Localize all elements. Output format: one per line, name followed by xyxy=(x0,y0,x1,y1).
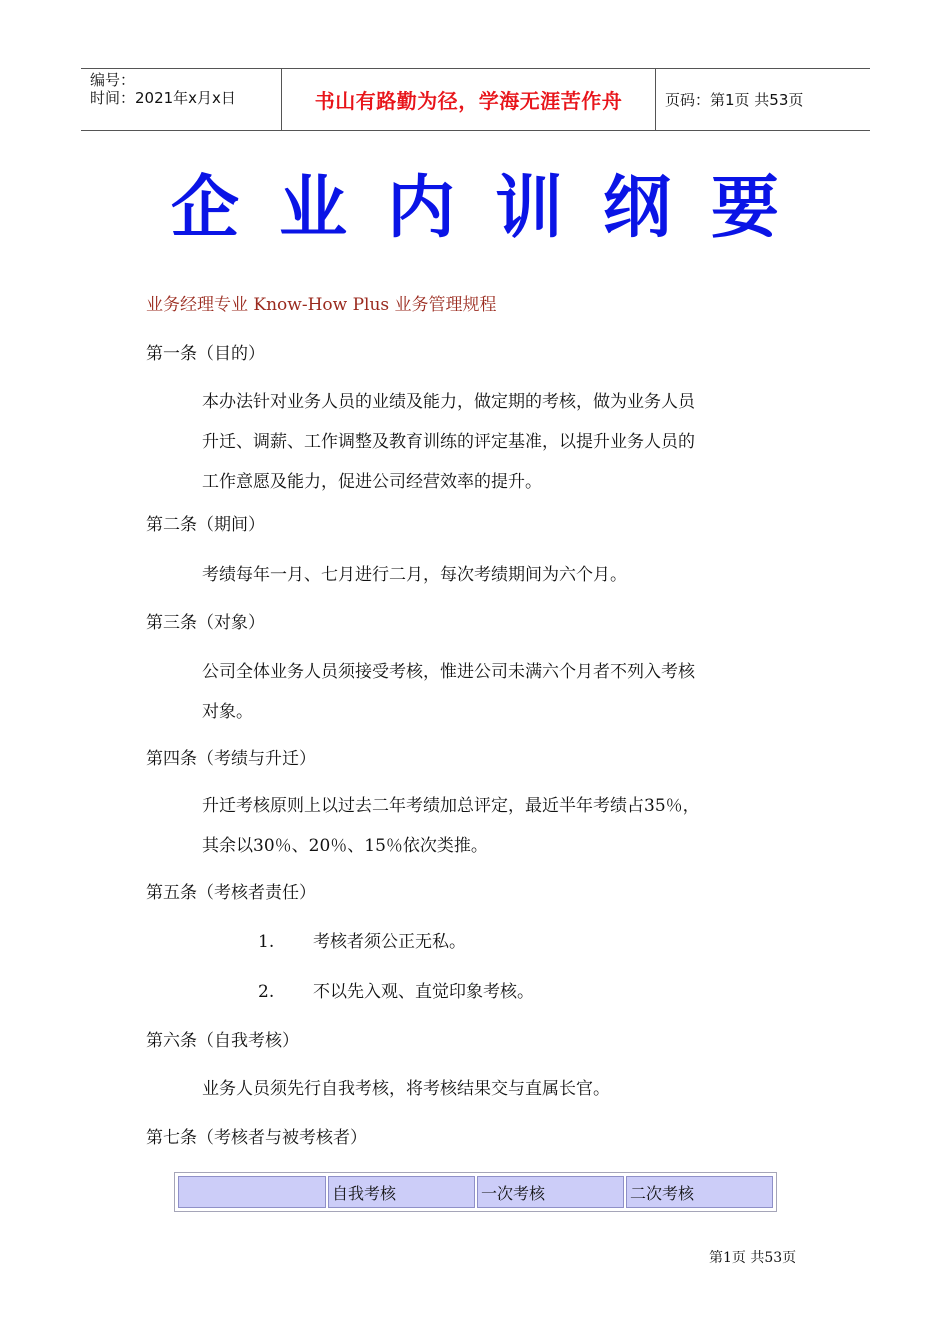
document-title: 企业内训纲要 xyxy=(170,168,819,248)
header-motto-cell xyxy=(282,69,656,130)
page-label: 页码：第1页 共53页 xyxy=(665,91,804,109)
body-line: 升迁考核原则上以过去二年考绩加总评定，最近半年考绩占35％， xyxy=(202,796,700,816)
body-line: 业务人员须先行自我考核，将考核结果交与直属长官。 xyxy=(202,1079,610,1099)
motto: 书山有路勤为径，学海无涯苦作舟 xyxy=(314,89,623,113)
header-page-cell xyxy=(656,69,870,130)
document-subtitle: 业务经理专业 Know-How Plus 业务管理规程 xyxy=(146,295,497,315)
body-line: 考绩每年一月、七月进行二月，每次考绩期间为六个月。 xyxy=(202,565,627,585)
article-heading: 第七条（考核者与被考核者） xyxy=(146,1128,367,1148)
body-line: 本办法针对业务人员的业绩及能力，做定期的考核，做为业务人员 xyxy=(202,392,695,412)
header-meta-cell xyxy=(81,69,282,130)
article-body xyxy=(202,1069,762,1109)
body-line: 工作意愿及能力，促进公司经营效率的提升。 xyxy=(202,472,542,492)
body-line: 升迁、调薪、工作调整及教育训练的评定基准，以提升业务人员的 xyxy=(202,432,695,452)
article-heading: 第一条（目的） xyxy=(146,344,265,364)
table-header-cell: 二次考核 xyxy=(626,1176,773,1208)
article-heading: 第三条（对象） xyxy=(146,613,265,633)
article-body xyxy=(202,555,762,595)
list-item-text: 不以先入观、直觉印象考核。 xyxy=(313,982,534,1002)
article-body xyxy=(202,382,762,502)
body-line: 公司全体业务人员须接受考核，惟进公司未满六个月者不列入考核 xyxy=(202,662,695,682)
table-header-cell: 自我考核 xyxy=(328,1176,475,1208)
table-header-cell xyxy=(178,1176,326,1208)
list-item-number: 1. xyxy=(258,932,275,952)
page-footer: 第1页 共53页 xyxy=(709,1250,797,1266)
article-heading: 第四条（考绩与升迁） xyxy=(146,749,316,769)
list-item-text: 考核者须公正无私。 xyxy=(313,932,466,952)
body-line: 其余以30％、20％、15％依次类推。 xyxy=(202,836,488,856)
article-body xyxy=(202,652,762,732)
article-heading: 第五条（考核者责任） xyxy=(146,883,316,903)
table-header-row xyxy=(178,1176,773,1208)
assessment-table xyxy=(174,1172,777,1212)
article-heading: 第二条（期间） xyxy=(146,515,265,535)
table-header-cell: 一次考核 xyxy=(477,1176,624,1208)
article-heading: 第六条（自我考核） xyxy=(146,1031,299,1051)
article-body xyxy=(202,786,762,866)
list-item-number: 2. xyxy=(258,982,275,1002)
serial-label: 编号： xyxy=(90,71,136,89)
date-label: 时间：2021年x月x日 xyxy=(90,89,236,107)
body-line: 对象。 xyxy=(202,702,253,722)
page-header xyxy=(81,68,870,131)
